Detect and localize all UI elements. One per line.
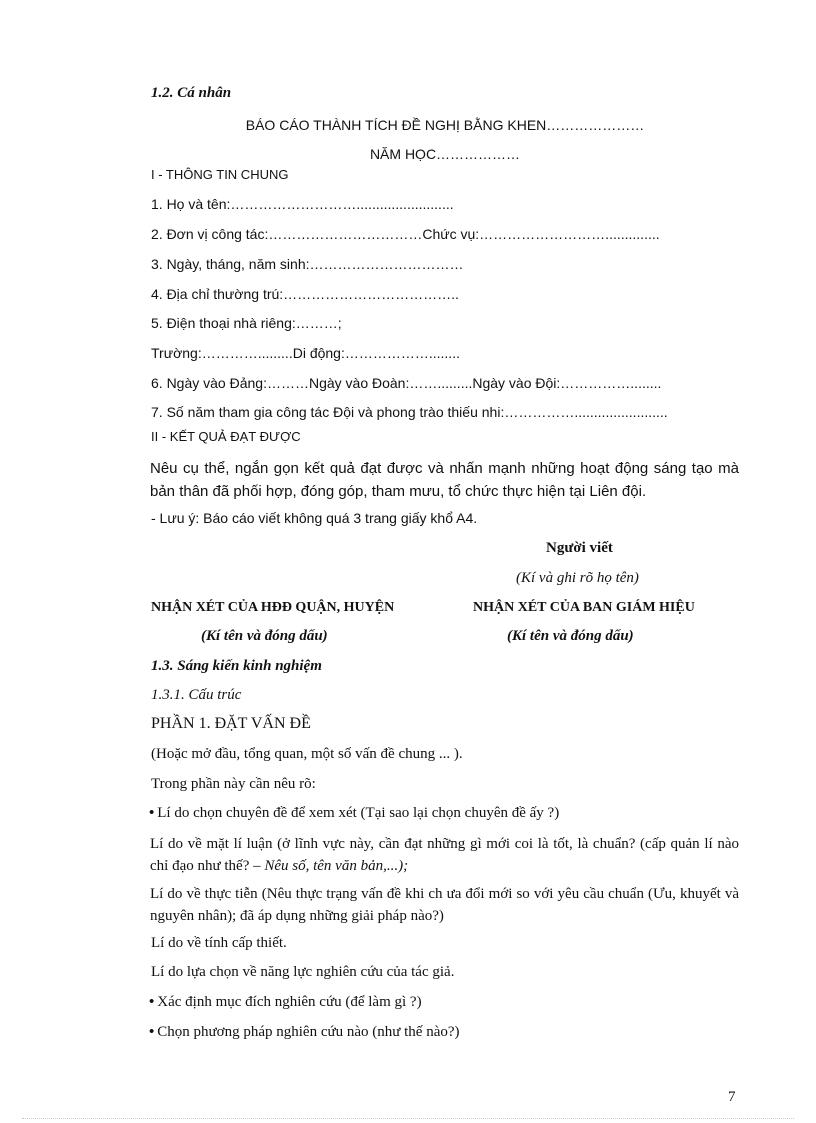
section-heading-1-2: 1.2. Cá nhân [151, 85, 232, 101]
section-heading-1-3: 1.3. Sáng kiến kinh nghiệm [151, 658, 322, 674]
bullet-text: Chọn phương pháp nghiên cứu nào (như thế nào?) [157, 1024, 460, 1040]
bullet-text: Lí do chọn chuyên đề để xem xét (Tại sao lại chọn chuyên đề ấy ?) [157, 805, 560, 821]
capacity-text: Lí do lựa chọn về năng lực nghiên cứu của tác giả. [151, 964, 455, 980]
field-address: 4. Địa chỉ thường trú:……………………………….. [151, 286, 459, 302]
field-home-phone: 5. Điện thoại nhà riêng:………; [151, 315, 342, 331]
part-2-body-text: Nêu cụ thể, ngắn gọn kết quả đạt được và nhấn mạnh những hoạt động sáng tạo mà bản thân đã phối hợp, đóng góp, tham mưu, tổ chức thực hiện tại Liên đội. [150, 460, 739, 500]
footer-divider [22, 1118, 794, 1119]
part-1-heading: I - THÔNG TIN CHUNG [151, 167, 289, 182]
bullet-icon: • [149, 805, 155, 821]
school-year: NĂM HỌC……………… [369, 146, 521, 162]
writer-sign-note: (Kí và ghi rõ họ tên) [516, 570, 639, 586]
field-name: 1. Họ và tên:………………………......................... [151, 196, 454, 212]
intro-text: Trong phần này cần nêu rõ: [151, 776, 316, 792]
bullet-item-goal [149, 993, 422, 1011]
bullet-item-reason [149, 804, 559, 822]
left-review-title: NHẬN XÉT CỦA HĐĐ QUẬN, HUYỆN [151, 600, 395, 615]
report-title: BÁO CÁO THÀNH TÍCH ĐỀ NGHỊ BẰNG KHEN………………… [245, 117, 645, 133]
field-dates: 6. Ngày vào Đảng:………Ngày vào Đoàn:…….........Ngày vào Đội:……………........ [151, 375, 662, 391]
field-school-mobile: Trường:………….........Di động:………………........ [151, 345, 460, 361]
theory-paragraph [113, 833, 739, 877]
practice-paragraph [113, 883, 739, 927]
sub-heading-1-3-1: 1.3.1. Cấu trúc [151, 687, 242, 703]
part-1-title: PHẦN 1. ĐẶT VẤN ĐỀ [151, 715, 311, 732]
length-note: - Lưu ý: Báo cáo viết không quá 3 trang giấy khổ A4. [151, 510, 478, 526]
writer-label: Người viết [546, 540, 613, 556]
part-2-body [113, 457, 739, 503]
page-number: 7 [728, 1089, 736, 1105]
bullet-icon: • [149, 1024, 155, 1040]
paren-note: (Hoặc mở đầu, tổng quan, một số vấn đề chung ... ). [151, 746, 463, 762]
theory-italic-text: – Nêu số, tên văn bản,...); [253, 858, 409, 874]
part-2-heading: II - KẾT QUẢ ĐẠT ĐƯỢC [151, 429, 301, 444]
urgency-text: Lí do về tính cấp thiết. [151, 935, 287, 951]
bullet-item-method [149, 1023, 460, 1041]
field-unit-position: 2. Đơn vị công tác:……………………………Chức vụ:……………………….............. [151, 226, 660, 242]
field-birth: 3. Ngày, tháng, năm sinh:…………………………… [151, 256, 464, 272]
left-review-sign: (Kí tên và đóng dấu) [201, 628, 328, 644]
bullet-icon: • [149, 994, 155, 1010]
field-years: 7. Số năm tham gia công tác Đội và phong trào thiếu nhi:……………........................ [151, 404, 668, 420]
practice-text: Lí do về thực tiễn (Nêu thực trạng vấn đề khi ch ưa đổi mới so với yêu cầu chuẩn (Ưu, khuyết và nguyên nhân); đã áp dụng những giải pháp nào?) [150, 886, 739, 924]
bullet-text: Xác định mục đích nghiên cứu (để làm gì ?) [157, 994, 422, 1010]
theory-text: Lí do về mặt lí luận (ở lĩnh vực này, cần đạt những gì mới coi là tốt, là chuẩn? (cấp quản lí nào chỉ đạo như thế? [150, 836, 739, 874]
theory-paragraph-body [113, 833, 739, 877]
right-review-sign: (Kí tên và đóng dấu) [507, 628, 634, 644]
right-review-title: NHẬN XÉT CỦA BAN GIÁM HIỆU [473, 600, 695, 615]
